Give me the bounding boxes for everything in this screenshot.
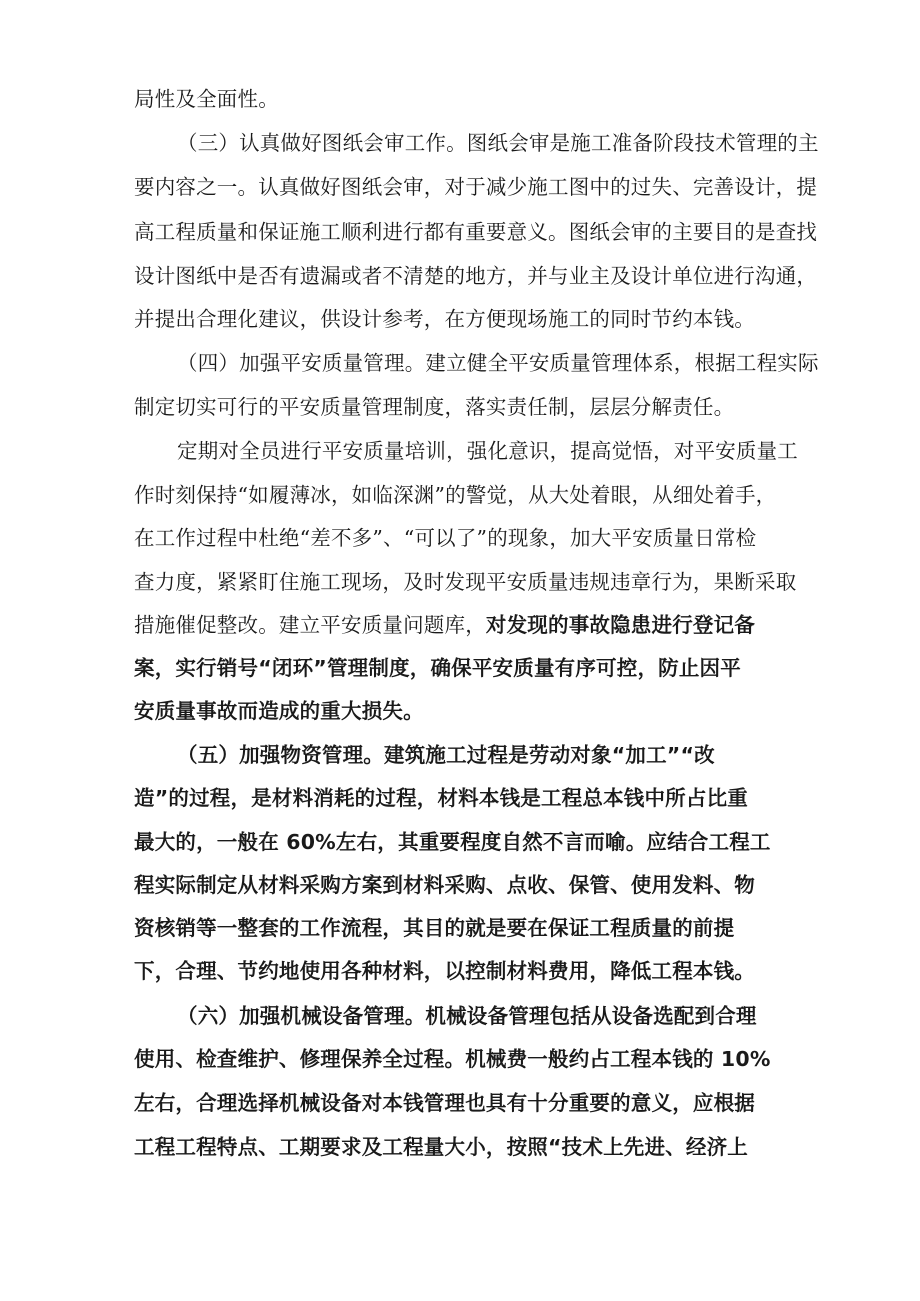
text-line: 并提出合理化建议，供设计参考，在方便现场施工的同时节约本钱。 bbox=[134, 307, 755, 331]
text-line: 程实际制定从材料采购方案到材料采购、点收、保管、使用发料、物 bbox=[134, 873, 755, 897]
text-line: 案，实行销号“闭环”管理制度，确保平安质量有序可控，防止因平 bbox=[134, 656, 741, 680]
text-line: （五）加强物资管理。建筑施工过程是劳动对象“加工”“改 bbox=[177, 743, 715, 767]
text-line: 使用、检查维护、修理保养全过程。机械费一般约占工程本钱的 10% bbox=[134, 1047, 771, 1071]
text-line: 最大的，一般在 60%左右，其重要程度自然不言而喻。应结合工程工 bbox=[134, 830, 771, 854]
text-line: 制定切实可行的平安质量管理制度，落实责任制，层层分解责任。 bbox=[134, 395, 735, 419]
text-line: 在工作过程中杜绝“差不多”、“可以了”的现象，加大平安质量日常检 bbox=[134, 526, 757, 550]
text-segment: 对发现的事故隐患进行登记备 bbox=[485, 613, 756, 637]
text-line bbox=[134, 612, 755, 638]
text-line: 作时刻保持“如履薄冰，如临深渊”的警觉，从大处着眼，从细处着手， bbox=[134, 483, 777, 507]
text-line: 安质量事故而造成的重大损失。 bbox=[134, 699, 424, 723]
text-line: 下，合理、节约地使用各种材料，以控制材料费用，降低工程本钱。 bbox=[134, 959, 755, 983]
text-line: 高工程质量和保证施工顺利进行都有重要意义。图纸会审的主要目的是查找 bbox=[134, 220, 818, 244]
text-line: 造”的过程，是材料消耗的过程，材料本钱是工程总本钱中所占比重 bbox=[134, 786, 748, 810]
text-line: 局性及全面性。 bbox=[134, 87, 279, 111]
text-line: （三）认真做好图纸会审工作。图纸会审是施工准备阶段技术管理的主 bbox=[177, 131, 819, 155]
text-line: 资核销等一整套的工作流程，其目的就是要在保证工程质量的前提 bbox=[134, 916, 735, 940]
text-segment: 措施催促整改。建立平安质量问题库， bbox=[134, 613, 486, 637]
text-line: 要内容之一。认真做好图纸会审，对于减少施工图中的过失、完善设计，提 bbox=[134, 175, 818, 199]
text-line: 工程工程特点、工期要求及工程量大小，按照“技术上先进、经济上 bbox=[134, 1135, 748, 1159]
text-line: 设计图纸中是否有遗漏或者不清楚的地方，并与业主及设计单位进行沟通， bbox=[134, 264, 818, 288]
text-line: 左右，合理选择机械设备对本钱管理也具有十分重要的意义，应根据 bbox=[134, 1091, 755, 1115]
text-line: 定期对全员进行平安质量培训，强化意识，提高觉悟，对平安质量工 bbox=[177, 439, 798, 463]
text-line: （六）加强机械设备管理。机械设备管理包括从设备选配到合理 bbox=[177, 1004, 757, 1028]
text-line: （四）加强平安质量管理。建立健全平安质量管理体系，根据工程实际 bbox=[177, 351, 819, 375]
text-line: 查力度，紧紧盯住施工现场，及时发现平安质量违规违章行为，果断采取 bbox=[134, 570, 797, 594]
